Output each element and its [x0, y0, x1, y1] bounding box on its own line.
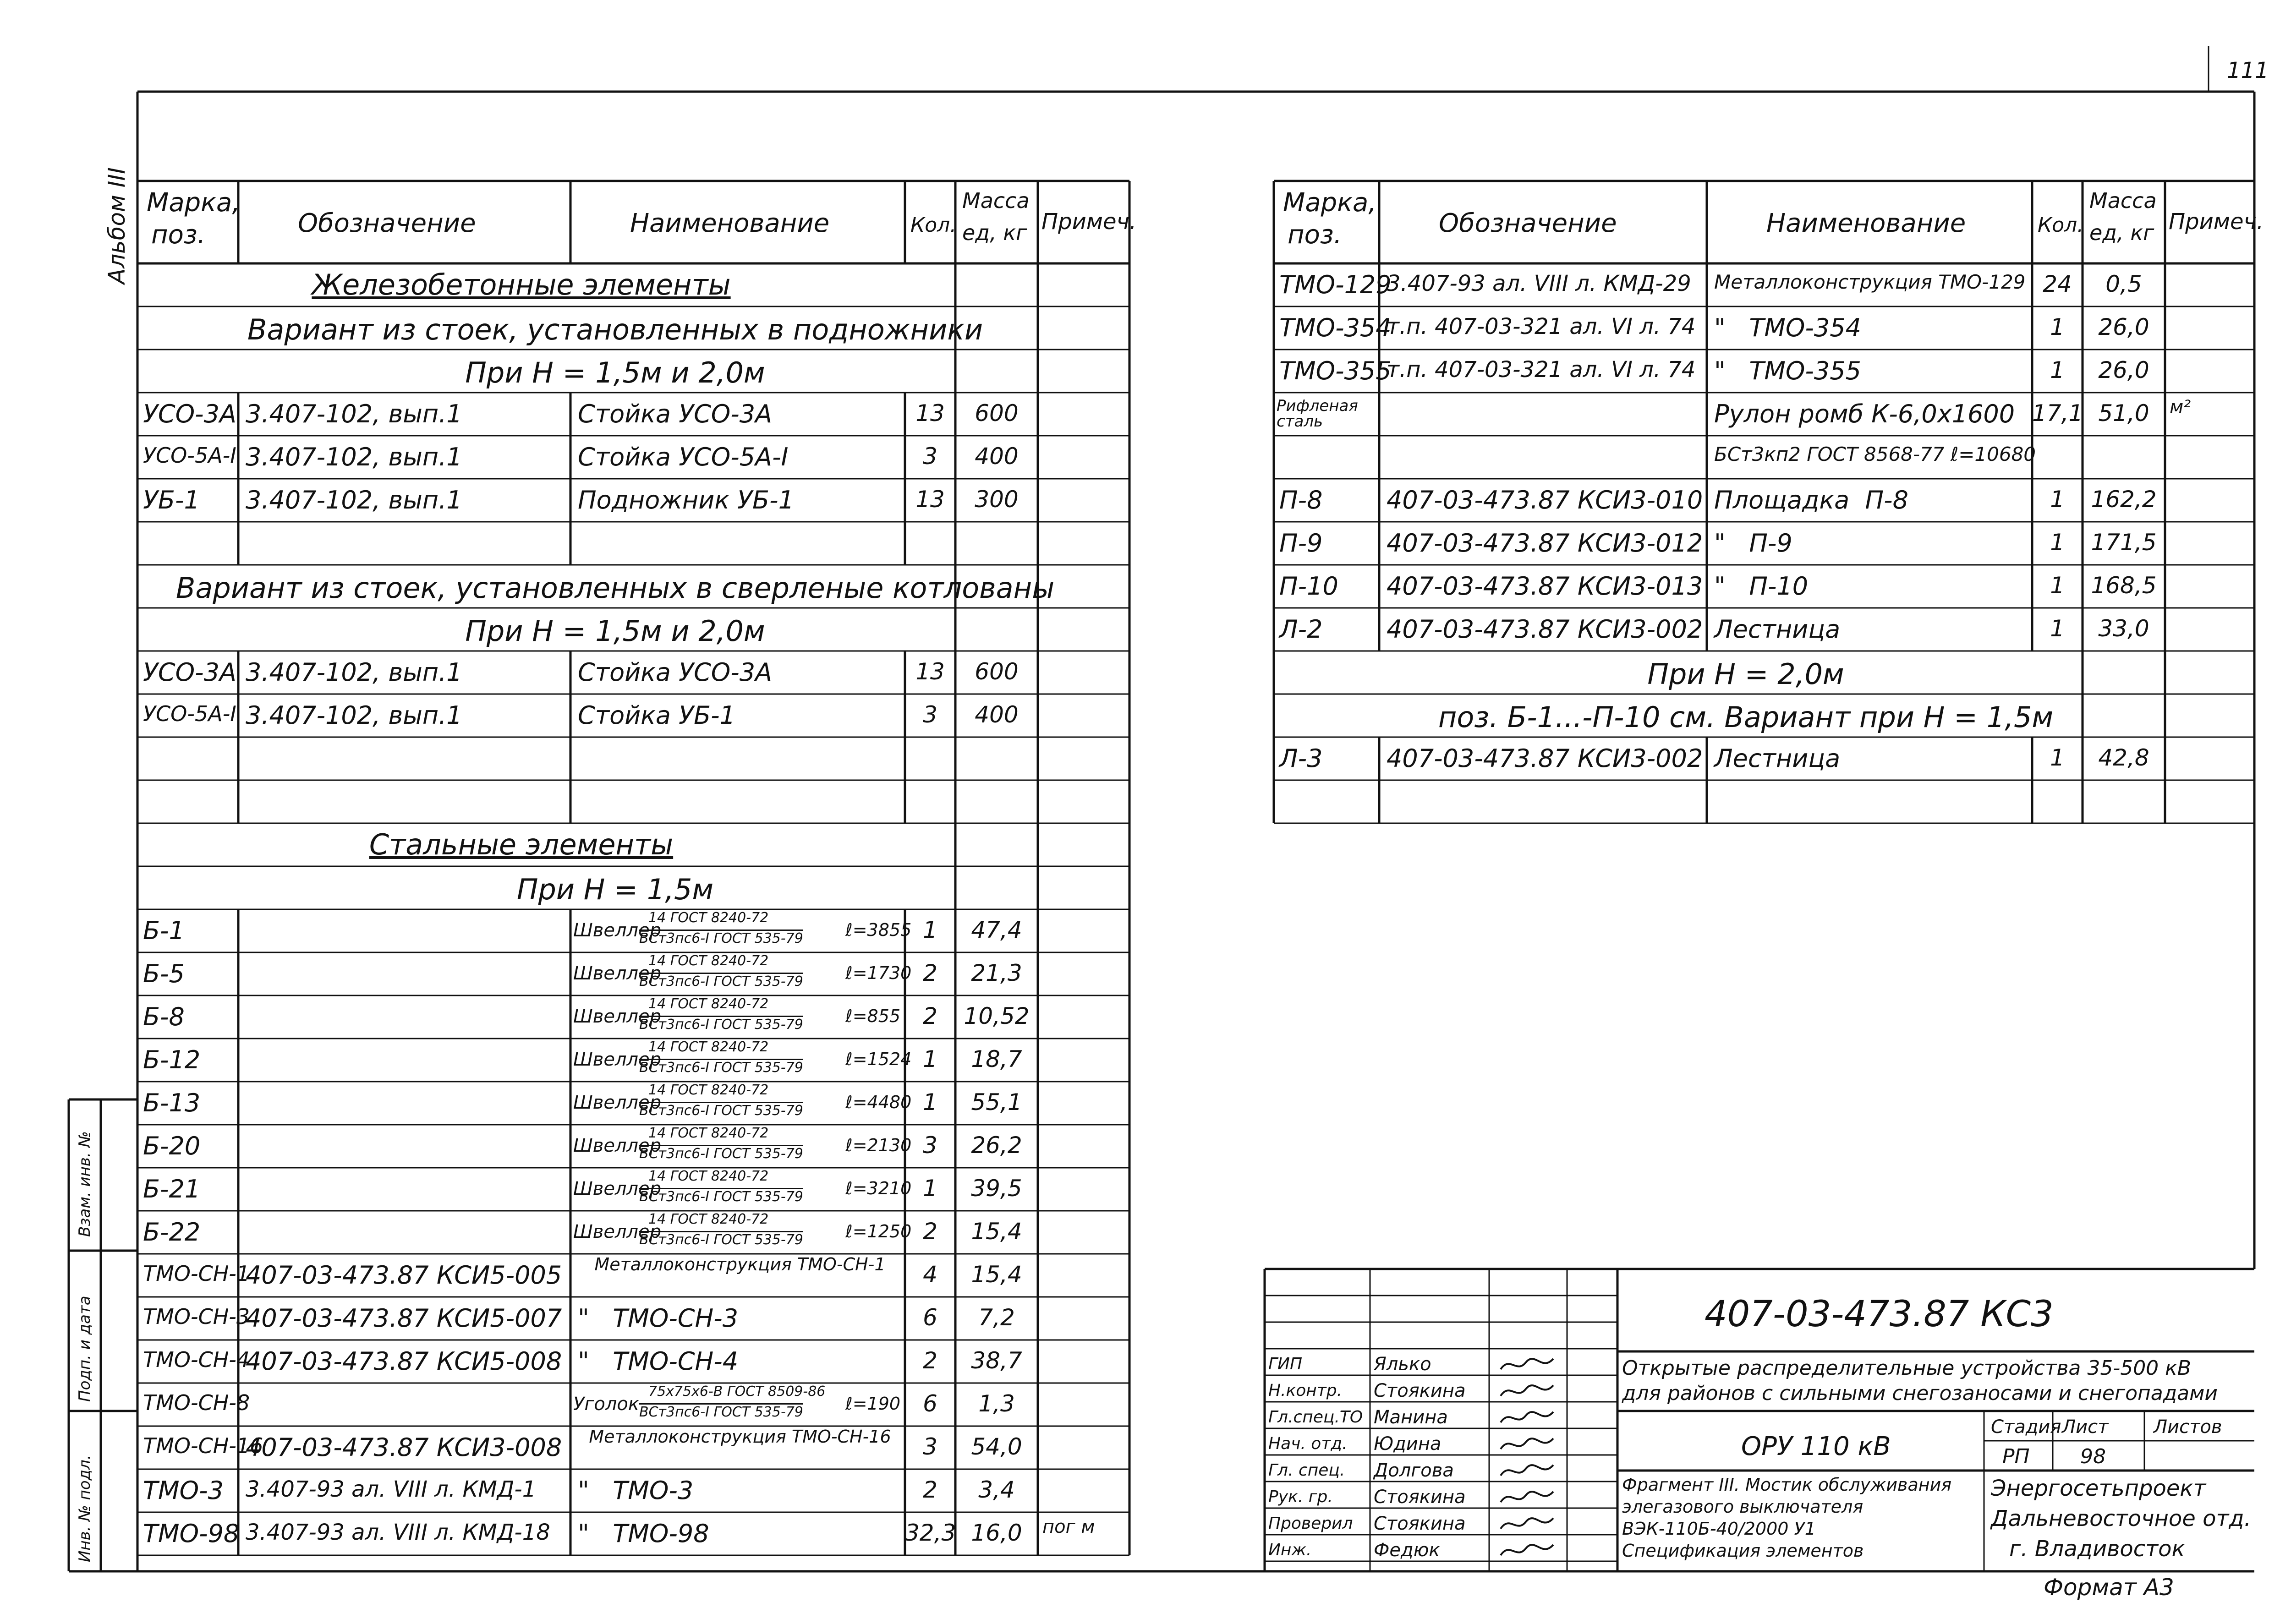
- row-mass: 47,4: [971, 917, 1022, 943]
- row-qty: 2: [923, 1347, 937, 1374]
- header-designation: Обозначение: [1439, 208, 1617, 238]
- row-mark: П-10: [1279, 572, 1338, 601]
- row-mass: 0,5: [2105, 271, 2142, 297]
- row-name: Стойка УСО-3А: [578, 399, 773, 428]
- row-designation: 3.407-93 ал. VIII л. КМД-1: [246, 1476, 537, 1502]
- caption-row: поз. Б-1...-П-10 см. Вариант при Н = 1,5м: [1438, 700, 2054, 734]
- row-name-frac-top: 14 ГОСТ 8240-72: [648, 1039, 769, 1055]
- signer-role: Нач. отд.: [1268, 1434, 1348, 1453]
- stage-value: РП: [2002, 1445, 2030, 1468]
- row-designation: 3.407-102, вып.1: [246, 701, 462, 730]
- row-mark: ТМО-3: [143, 1476, 224, 1505]
- row-mark: Л-2: [1279, 615, 1323, 644]
- row-name-frac-bot: ВСт3пс6-I ГОСТ 535-79: [639, 1060, 803, 1076]
- row-mass: 33,0: [2098, 615, 2149, 642]
- row-mass: 51,0: [2098, 400, 2149, 427]
- row-length: ℓ=855: [845, 1006, 901, 1026]
- caption-row: Вариант из стоек, установленных в подножники: [247, 313, 983, 346]
- row-name: " ТМО-355: [1714, 356, 1861, 385]
- row-name: " П-10: [1714, 572, 1809, 601]
- row-mark: ТМО-СН-3: [143, 1304, 250, 1329]
- row-mark: УСО-5А-I: [143, 443, 236, 468]
- row-length: ℓ=2130: [845, 1135, 912, 1155]
- row-name: Швеллер: [573, 1049, 662, 1070]
- row-mass: 26,0: [2098, 357, 2149, 383]
- signature-scribble: [1498, 1380, 1558, 1407]
- signer-role: Рук. гр.: [1268, 1487, 1333, 1506]
- header-note: Примеч.: [2169, 209, 2264, 235]
- row-qty: 2: [923, 960, 937, 986]
- signer-name: Юдина: [1374, 1433, 1441, 1454]
- row-name-frac-top: 14 ГОСТ 8240-72: [648, 1211, 769, 1227]
- org-line: г. Владивосток: [2009, 1536, 2185, 1562]
- row-qty: 1: [2050, 615, 2065, 642]
- row-mark: ТМО-СН-8: [143, 1390, 250, 1415]
- row-qty: 3: [923, 1132, 937, 1159]
- header-name: Наименование: [630, 208, 830, 238]
- row-designation: 407-03-473.87 КСИ3-013: [1387, 572, 1703, 601]
- signer-name: Долгова: [1374, 1460, 1454, 1481]
- signature-scribble: [1498, 1539, 1558, 1567]
- row-name: " П-9: [1714, 529, 1792, 558]
- caption-row: При Н = 1,5м и 2,0м: [465, 614, 765, 648]
- row-qty: 1: [2050, 744, 2065, 771]
- row-name: БСт3кп2 ГОСТ 8568-77 ℓ=10680: [1714, 443, 2036, 465]
- signer-role: Инж.: [1268, 1541, 1312, 1559]
- row-mark: ТМО-98: [143, 1519, 240, 1548]
- signature-scribble: [1498, 1406, 1558, 1434]
- header-qty: Кол.: [910, 213, 957, 237]
- row-name: Подножник УБ-1: [578, 486, 794, 514]
- side-label-replace: Взам. инв. №: [76, 1131, 94, 1237]
- row-mass: 400: [975, 443, 1019, 470]
- row-mass: 400: [975, 701, 1019, 728]
- signer-name: Стоякина: [1374, 1513, 1466, 1534]
- row-qty: 3: [923, 1433, 937, 1460]
- signature-scribble: [1498, 1513, 1558, 1540]
- row-designation: 407-03-473.87 КСИ5-008: [246, 1347, 562, 1376]
- row-name: Уголок: [573, 1394, 640, 1415]
- row-mark: Б-8: [143, 1002, 185, 1031]
- row-length: ℓ=3210: [845, 1178, 912, 1198]
- row-mass: 162,2: [2091, 486, 2157, 513]
- row-mark: Б-20: [143, 1132, 201, 1160]
- row-qty: 1: [923, 1089, 937, 1115]
- row-designation: 3.407-93 ал. VIII л. КМД-29: [1387, 271, 1691, 296]
- row-qty: 13: [915, 658, 945, 685]
- row-name: " ТМО-3: [578, 1476, 694, 1505]
- row-name: Стойка УСО-5А-I: [578, 443, 789, 471]
- row-qty: 6: [923, 1304, 937, 1331]
- signer-role: Гл. спец.: [1268, 1461, 1345, 1480]
- row-designation: т.п. 407-03-321 ал. VI л. 74: [1387, 357, 1696, 383]
- row-mark: УСО-3А: [143, 658, 236, 687]
- row-name-frac-bot: ВСт3пс6-I ГОСТ 535-79: [639, 1232, 803, 1248]
- row-name-frac-top: 14 ГОСТ 8240-72: [648, 1168, 769, 1184]
- row-qty: 1: [2050, 572, 2065, 599]
- row-name: Лестница: [1714, 744, 1841, 773]
- row-mark: Б-22: [143, 1218, 201, 1247]
- row-mass: 38,7: [971, 1347, 1022, 1374]
- sheet-title-line: элегазового выключателя: [1622, 1497, 1863, 1517]
- row-mark: Л-3: [1279, 744, 1323, 773]
- row-name: Швеллер: [573, 1006, 662, 1027]
- row-designation: 3.407-102, вып.1: [246, 443, 462, 471]
- row-name-frac-bot: ВСт3пс6-I ГОСТ 535-79: [639, 1404, 803, 1420]
- row-qty: 13: [915, 400, 945, 427]
- row-designation: 407-03-473.87 КСИ3-002: [1387, 744, 1703, 773]
- row-name: " ТМО-98: [578, 1519, 709, 1548]
- row-mass: 39,5: [971, 1175, 1022, 1202]
- row-designation: 407-03-473.87 КСИ5-005: [246, 1261, 562, 1290]
- row-length: ℓ=3855: [845, 920, 912, 940]
- row-mass: 18,7: [971, 1046, 1022, 1072]
- row-mass: 55,1: [971, 1089, 1022, 1115]
- stage-label: Стадия: [1991, 1416, 2061, 1438]
- row-mark: УСО-3А: [143, 399, 236, 428]
- format-label: Формат А3: [2044, 1574, 2174, 1601]
- row-qty: 1: [923, 1175, 937, 1202]
- header-mass-2: ед, кг: [2089, 220, 2154, 245]
- signature-scribble: [1498, 1460, 1558, 1487]
- row-name-frac-bot: ВСт3пс6-I ГОСТ 535-79: [639, 1017, 803, 1033]
- row-mark: ТМО-СН-1: [143, 1261, 250, 1286]
- row-mark: Б-13: [143, 1088, 201, 1117]
- row-mark: Б-21: [143, 1175, 201, 1203]
- row-name: Площадка П-8: [1714, 486, 1908, 514]
- row-mark: ТМО-СН-4: [143, 1347, 250, 1372]
- doc-code: 407-03-473.87 КС3: [1705, 1294, 2054, 1335]
- header-mark: Марка,: [1283, 188, 1377, 218]
- org-line: Энергосетьпроект: [1991, 1476, 2206, 1501]
- row-qty: 13: [915, 486, 945, 513]
- row-mass: 1,3: [978, 1390, 1015, 1417]
- row-designation: 407-03-473.87 КСИ3-008: [246, 1433, 562, 1462]
- header-mark-2: поз.: [151, 220, 206, 250]
- row-mass: 168,5: [2091, 572, 2157, 599]
- row-mark: ТМО-354: [1279, 313, 1392, 342]
- row-qty: 1: [2050, 314, 2065, 340]
- row-mass: 15,4: [971, 1261, 1022, 1288]
- signer-role: ГИП: [1268, 1355, 1303, 1373]
- signer-name: Стоякина: [1374, 1487, 1466, 1508]
- row-name: Швеллер: [573, 1092, 662, 1113]
- header-mass: Масса: [2089, 188, 2157, 213]
- row-mass: 26,0: [2098, 314, 2149, 340]
- header-mark-2: поз.: [1288, 220, 1342, 250]
- header-designation: Обозначение: [298, 208, 476, 238]
- row-name-frac-top: 14 ГОСТ 8240-72: [648, 996, 769, 1012]
- row-name: Швеллер: [573, 920, 662, 941]
- row-qty: 24: [2043, 271, 2072, 297]
- row-mass: 171,5: [2091, 529, 2157, 556]
- side-label-inv: Инв. № подл.: [76, 1454, 94, 1562]
- signer-role: Гл.спец.ТО: [1268, 1408, 1363, 1427]
- header-note: Примеч.: [1041, 209, 1137, 235]
- object-name: ОРУ 110 кВ: [1741, 1432, 1891, 1461]
- header-mass-2: ед, кг: [962, 220, 1027, 245]
- row-qty: 1: [2050, 357, 2065, 383]
- row-name: Металлоконструкция ТМО-СН-16: [589, 1427, 891, 1447]
- row-mark: Б-1: [143, 916, 185, 945]
- row-length: ℓ=1524: [845, 1049, 912, 1069]
- signer-name: Стоякина: [1374, 1380, 1466, 1401]
- signature-scribble: [1498, 1486, 1558, 1514]
- sheet-title-line: Фрагмент III. Мостик обслуживания: [1622, 1475, 1952, 1495]
- signer-name: Федюк: [1374, 1540, 1440, 1561]
- row-mass: 600: [975, 658, 1019, 685]
- signer-name: Манина: [1374, 1407, 1448, 1428]
- row-name: " ТМО-СН-4: [578, 1347, 739, 1376]
- row-mass: 7,2: [978, 1304, 1015, 1331]
- row-name: Металлоконструкция ТМО-СН-1: [594, 1254, 886, 1274]
- row-name: Швеллер: [573, 1135, 662, 1156]
- header-mass: Масса: [962, 188, 1030, 213]
- row-mark: Рифленая сталь: [1277, 397, 1358, 431]
- row-qty: 3: [923, 701, 937, 728]
- signer-name: Ялько: [1374, 1354, 1431, 1375]
- row-name-frac-bot: ВСт3пс6-I ГОСТ 535-79: [639, 1146, 803, 1162]
- section-heading: Железобетонные элементы: [312, 268, 731, 301]
- section-heading: Стальные элементы: [369, 828, 674, 861]
- row-designation: т.п. 407-03-321 ал. VI л. 74: [1387, 314, 1696, 339]
- row-mass: 3,4: [978, 1476, 1015, 1503]
- row-qty: 2: [923, 1218, 937, 1245]
- album-label: Альбом III: [104, 167, 130, 284]
- caption-row: При Н = 2,0м: [1647, 657, 1844, 691]
- signature-scribble: [1498, 1353, 1558, 1381]
- row-name: Стойка УБ-1: [578, 701, 735, 730]
- header-mark: Марка,: [147, 188, 241, 218]
- row-qty: 6: [923, 1390, 937, 1417]
- row-mark: П-8: [1279, 486, 1323, 514]
- row-qty: 2: [923, 1476, 937, 1503]
- row-qty: 1: [2050, 486, 2065, 513]
- row-name: " ТМО-СН-3: [578, 1304, 739, 1333]
- row-qty: 1: [923, 917, 937, 943]
- row-qty: 2: [923, 1003, 937, 1029]
- row-name: Швеллер: [573, 963, 662, 984]
- project-title-1: Открытые распределительные устройства 35-500 кВ: [1622, 1356, 2191, 1380]
- row-name-frac-top: 14 ГОСТ 8240-72: [648, 1125, 769, 1141]
- row-designation: 407-03-473.87 КСИ5-007: [246, 1304, 562, 1333]
- row-name-frac-top: 75х75х6-В ГОСТ 8509-86: [648, 1383, 826, 1400]
- row-mass: 21,3: [971, 960, 1022, 986]
- sheets-label: Листов: [2154, 1416, 2222, 1438]
- row-name-frac-bot: ВСт3пс6-I ГОСТ 535-79: [639, 973, 803, 990]
- row-mass: 300: [975, 486, 1019, 513]
- signer-role: Н.контр.: [1268, 1381, 1343, 1400]
- row-mark: ТМО-СН-16: [143, 1433, 263, 1458]
- row-qty: 17,1: [2032, 400, 2083, 427]
- row-name-frac-top: 14 ГОСТ 8240-72: [648, 953, 769, 969]
- row-qty: 3: [923, 443, 937, 470]
- row-name: Лестница: [1714, 615, 1841, 644]
- row-mark: Б-12: [143, 1045, 201, 1074]
- row-name-frac-top: 14 ГОСТ 8240-72: [648, 1082, 769, 1098]
- row-mark: П-9: [1279, 529, 1323, 558]
- sheet-label: Лист: [2062, 1416, 2109, 1438]
- row-mark: УСО-5А-I: [143, 701, 236, 726]
- row-mass: 600: [975, 400, 1019, 427]
- signature-scribble: [1498, 1433, 1558, 1460]
- row-mass: 16,0: [971, 1520, 1022, 1546]
- row-length: ℓ=1730: [845, 963, 912, 983]
- row-mass: 42,8: [2098, 744, 2149, 771]
- side-label-sign: Подп. и дата: [76, 1296, 94, 1402]
- row-mark: ТМО-355: [1279, 356, 1392, 385]
- project-title-2: для районов с сильными снегозаносами и снегопадами: [1622, 1382, 2218, 1405]
- row-name-frac-bot: ВСт3пс6-I ГОСТ 535-79: [639, 1103, 803, 1119]
- row-designation: 3.407-102, вып.1: [246, 658, 462, 687]
- row-name: Швеллер: [573, 1178, 662, 1199]
- row-name: " ТМО-354: [1714, 313, 1861, 342]
- row-designation: 3.407-93 ал. VIII л. КМД-18: [246, 1520, 550, 1545]
- header-qty: Кол.: [2038, 213, 2084, 237]
- row-mark: УБ-1: [143, 486, 200, 514]
- row-name-frac-bot: ВСт3пс6-I ГОСТ 535-79: [639, 1189, 803, 1205]
- row-designation: 3.407-102, вып.1: [246, 399, 462, 428]
- row-mass: 26,2: [971, 1132, 1022, 1159]
- row-name-frac-top: 14 ГОСТ 8240-72: [648, 910, 769, 926]
- row-mass: 54,0: [971, 1433, 1022, 1460]
- row-mass: 15,4: [971, 1218, 1022, 1245]
- caption-row: Вариант из стоек, установленных в сверленые котлованы: [175, 571, 1055, 605]
- row-note: пог м: [1042, 1516, 1095, 1537]
- row-qty: 32,3: [905, 1520, 956, 1546]
- row-designation: 407-03-473.87 КСИ3-002: [1387, 615, 1703, 644]
- row-name: Стойка УСО-3А: [578, 658, 773, 687]
- row-name: Швеллер: [573, 1221, 662, 1242]
- row-name: Рулон ромб К-6,0х1600: [1714, 399, 2015, 428]
- row-qty: 1: [2050, 529, 2065, 556]
- row-qty: 1: [923, 1046, 937, 1072]
- page-number: 111: [2227, 58, 2269, 83]
- row-length: ℓ=190: [845, 1394, 901, 1414]
- caption-row: При Н = 1,5м: [516, 873, 714, 906]
- row-name-frac-bot: ВСт3пс6-I ГОСТ 535-79: [639, 930, 803, 946]
- caption-row: При Н = 1,5м и 2,0м: [465, 356, 765, 389]
- org-line: Дальневосточное отд.: [1991, 1506, 2251, 1531]
- row-designation: 3.407-102, вып.1: [246, 486, 462, 514]
- row-qty: 4: [923, 1261, 937, 1288]
- row-name: Металлоконструкция ТМО-129: [1714, 271, 2026, 293]
- row-length: ℓ=1250: [845, 1221, 912, 1241]
- row-length: ℓ=4480: [845, 1092, 912, 1112]
- header-name: Наименование: [1766, 208, 1966, 238]
- sheet-title-line: Спецификация элементов: [1622, 1541, 1864, 1561]
- row-mark: ТМО-129: [1279, 270, 1392, 299]
- row-designation: 407-03-473.87 КСИ3-012: [1387, 529, 1703, 558]
- sheet-title-line: ВЭК-110Б-40/2000 У1: [1622, 1519, 1816, 1539]
- signer-role: Проверил: [1268, 1514, 1353, 1533]
- sheet-value: 98: [2080, 1445, 2106, 1468]
- row-note: м²: [2170, 397, 2191, 418]
- row-designation: 407-03-473.87 КСИ3-010: [1387, 486, 1703, 514]
- row-mark: Б-5: [143, 959, 185, 988]
- row-mass: 10,52: [964, 1003, 1030, 1029]
